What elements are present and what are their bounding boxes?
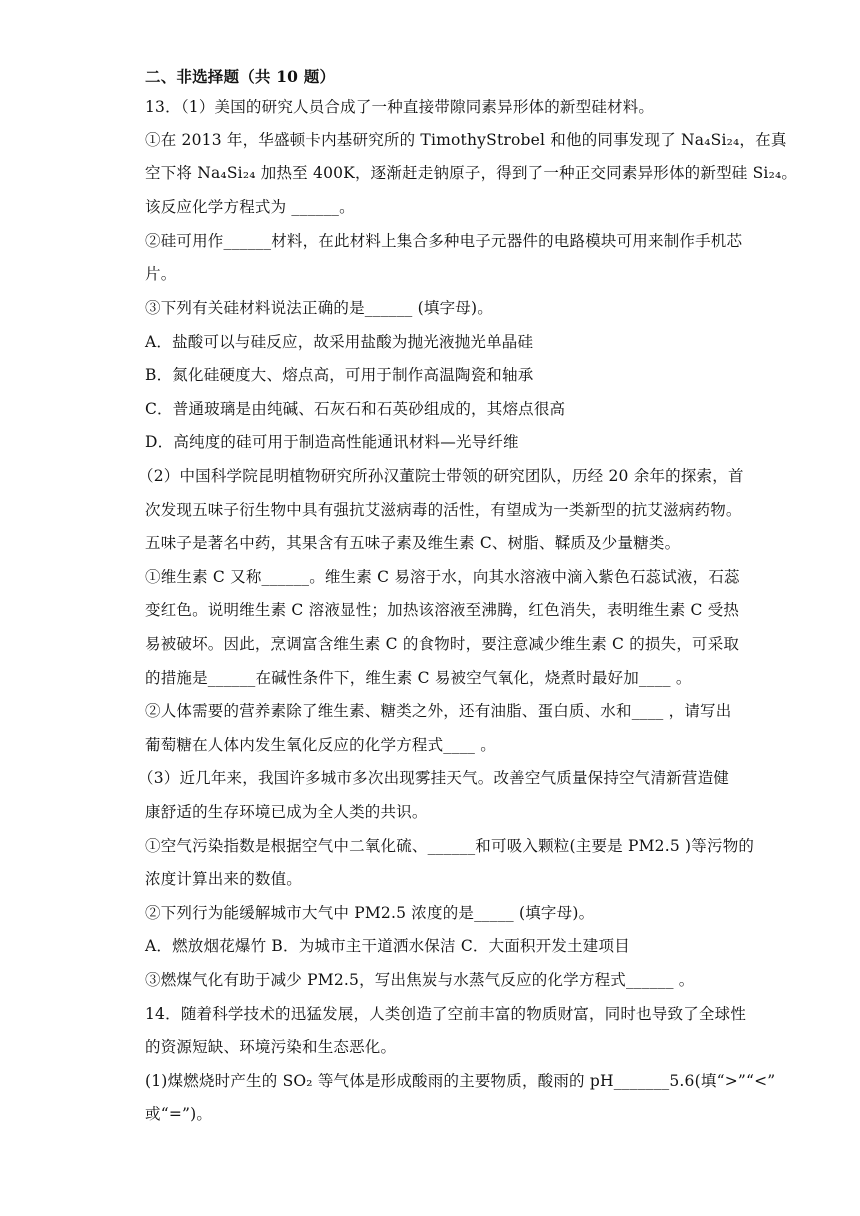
q13-part2-line: 五味子是著名中药，其果含有五味子素及维生素 C、树脂、鞣质及少量糖类。 [145, 534, 681, 552]
q14-line: 或“=”)。 [145, 1105, 213, 1123]
q13-part2-line: 次发现五味子衍生物中具有强抗艾滋病毒的活性，有望成为一类新型的抗艾滋病药物。 [145, 501, 742, 519]
option-c: C．普通玻璃是由纯碱、石灰石和石英砂组成的，其熔点很高 [145, 400, 566, 418]
q13-part2-line: 易被破坏。因此，烹调富含维生素 C 的食物时，要注意减少维生素 C 的损失，可采取 [145, 635, 740, 653]
q13-part2-line: ①维生素 C 又称______。维生素 C 易溶于水，向其水溶液中滴入紫色石蕊试液，石蕊 [145, 568, 740, 586]
q13-part2-line: （2）中国科学院昆明植物研究所孙汉董院士带领的研究团队，历经 20 余年的探索，首 [138, 467, 744, 485]
q14-line: 的资源短缺、环境污染和生态恶化。 [145, 1038, 397, 1056]
option-b: B．氮化硅硬度大、熔点高，可用于制作高温陶瓷和轴承 [145, 366, 534, 384]
q13-part3-line: ③燃煤气化有助于减少 PM2.5，写出焦炭与水蒸气反应的化学方程式______ 。 [145, 971, 695, 989]
q13-line: 片。 [145, 265, 177, 283]
q13-line: ②硅可用作______材料，在此材料上集合多种电子元器件的电路模块可用来制作手机芯 [145, 232, 743, 250]
q13-line: 空下将 Na₄Si₂₄ 加热至 400K，逐渐赶走钠原子，得到了一种正交同素异形体的新型硅 Si₂₄。 [145, 164, 798, 182]
q13-part2-line: 的措施是______在碱性条件下，维生素 C 易被空气氧化，烧煮时最好加____ 。 [145, 669, 692, 687]
q14-line: (1)煤燃烧时产生的 SO₂ 等气体是形成酸雨的主要物质，酸雨的 pH_______5.6(填“>”“<” [145, 1072, 776, 1090]
q13-line: 13．（1）美国的研究人员合成了一种直接带隙同素异形体的新型硅材料。 [145, 98, 655, 116]
q13-line: ③下列有关硅材料说法正确的是______ (填字母)。 [145, 299, 493, 317]
q13-part3-line: 康舒适的生存环境已成为全人类的共识。 [145, 803, 428, 821]
option-a: A．盐酸可以与硅反应，故采用盐酸为抛光液抛光单晶硅 [145, 333, 534, 351]
q13-part3-line: 浓度计算出来的数值。 [145, 870, 303, 888]
q13-part2-line: 变红色。说明维生素 C 溶液显性；加热该溶液至沸腾，红色消失，表明维生素 C 受热 [145, 601, 740, 619]
section-heading: 二、非选择题（共 10 题） [145, 67, 336, 86]
q13-part2-line: 葡萄糖在人体内发生氧化反应的化学方程式____ 。 [145, 736, 496, 754]
q13-part2-line: ②人体需要的营养素除了维生素、糖类之外，还有油脂、蛋白质、水和____ ，请写出 [145, 702, 732, 720]
q13-part3-line: ②下列行为能缓解城市大气中 PM2.5 浓度的是_____ (填字母)。 [145, 904, 595, 922]
q13-part3-line: ①空气污染指数是根据空气中二氧化硫、______和可吸入颗粒(主要是 PM2.5 )等污物的 [145, 837, 755, 855]
q13-part3-line: （3）近几年来，我国许多城市多次出现雾挂天气。改善空气质量保持空气清新营造健 [138, 769, 729, 787]
q13-line: ①在 2013 年，华盛顿卡内基研究所的 TimothyStrobel 和他的同事发现了 Na₄Si₂₄，在真 [145, 131, 787, 149]
q14-line: 14．随着科学技术的迅猛发展，人类创造了空前丰富的物质财富，同时也导致了全球性 [145, 1005, 747, 1023]
q13-line: 该反应化学方程式为 ______。 [145, 198, 355, 216]
q13-part3-options: A．燃放烟花爆竹 B．为城市主干道洒水保洁 C．大面积开发土建项目 [145, 937, 630, 955]
option-d: D．高纯度的硅可用于制造高性能通讯材料—光导纤维 [145, 433, 519, 451]
